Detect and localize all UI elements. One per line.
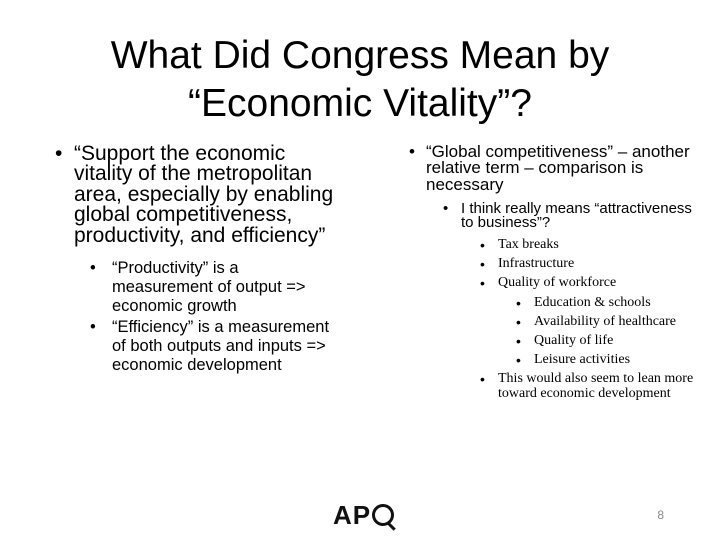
item-quality-of-workforce: • Quality of workforce: [406, 276, 706, 290]
item-closing: • This would also seem to lean more toward economic development: [406, 372, 706, 400]
right-bullet: • “Global competitiveness” – another relative term – comparison is necessary: [406, 144, 706, 193]
item-quality-of-life: • Quality of life: [406, 334, 706, 348]
item-healthcare: • Availability of healthcare: [406, 315, 706, 329]
right-subbullet: • I think really means “attractiveness to business”?: [406, 202, 706, 231]
magnifier-icon: [372, 504, 394, 526]
item-tax-breaks: • Tax breaks: [406, 238, 706, 252]
logo-text: AP: [333, 500, 372, 530]
title-line-1: What Did Congress Mean by: [110, 34, 610, 77]
left-subbullet-productivity: • “Productivity” is a measurement of output => economic growth: [52, 259, 342, 316]
item-education: • Education & schools: [406, 296, 706, 310]
title-line-2: “Economic Vitality”?: [188, 82, 532, 125]
page-number: 8: [657, 508, 664, 522]
slide-title: [40, 32, 680, 128]
left-bullet: • “Support the economic vitality of the metropolitan area, especially by enabling global competitiveness, productivity, and efficiency”: [52, 144, 342, 246]
right-column: [406, 144, 706, 401]
apa-logo: [333, 500, 394, 531]
left-subbullet-efficiency: • “Efficiency” is a measurement of both outputs and inputs => economic development: [52, 318, 342, 375]
item-infrastructure: • Infrastructure: [406, 257, 706, 271]
left-column: [52, 144, 342, 375]
item-leisure: • Leisure activities: [406, 353, 706, 367]
